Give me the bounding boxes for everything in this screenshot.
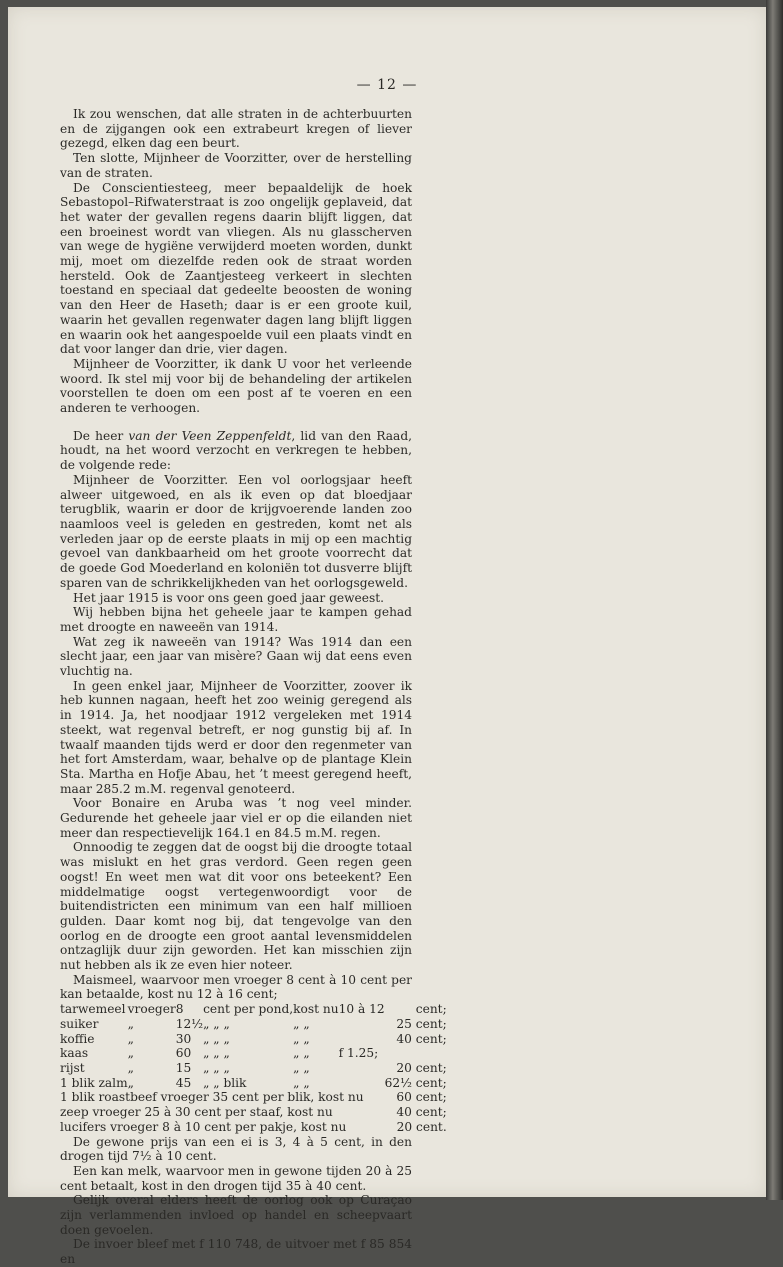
price-table [60, 1002, 447, 1134]
page-number: — 12 — [356, 77, 418, 93]
price-range: 10 à 12 [338, 1002, 385, 1017]
paragraph: Mijnheer de Voorzitter, ik dank U voor het verleende woord. Ik stel mij voor bij de behandeling der artikelen voorstellen te doen om een post af te voeren en een anderen te verhoogen. [60, 356, 412, 416]
paragraph: De gewone prijs van een ei is 3, 4 à 5 cent, in den drogen tijd 7½ à 10 cent. [60, 1134, 412, 1164]
price-unit: „ „ blik [203, 1075, 247, 1090]
price-item: kaas [60, 1046, 89, 1061]
price-value: 25 cent; [396, 1016, 447, 1031]
price-range [339, 1017, 385, 1032]
price-now: „ „ [293, 1075, 310, 1090]
document-page [8, 7, 766, 1267]
paragraph: Het jaar 1915 is voor ons geen goed jaar geweest. [73, 590, 385, 605]
paragraph: Voor Bonaire en Aruba was ’t nog veel minder. Gedurende het geheele jaar viel er op die eilanden niet meer dan respectievelijk 164.1 en 84.5 m.M. regen. [60, 796, 412, 840]
price-before: „ [127, 1046, 134, 1061]
paragraph: Wij hebben bijna het geheele jaar te kampen gehad met droogte en naweeën van 1914. [60, 605, 412, 634]
price-unit: „ „ „ [203, 1016, 230, 1031]
paragraph: Mijnheer de Voorzitter. Een vol oorlogsjaar heeft alweer uitgewoed, en als ik even op dat bloedjaar terugblik, waarin er door de krijgvoerende landen zoo naamloos veel is geleden en gestreden, komt net als verleden jaar op de eerste plaats in mij op een machtig gevoel van dankbaarheid om het groote voorrecht dat de goede God Moederland en koloniën tot dusverre blijft sparen van de schrikkelijkheden van het oorlogsgeweld. [60, 472, 412, 590]
speaker-intro [60, 429, 412, 473]
price-item: suiker [60, 1016, 99, 1031]
price-before: „ [127, 1061, 134, 1075]
price-value: 20 cent. [396, 1119, 447, 1134]
price-now: „ „ [293, 1031, 310, 1046]
price-before: „ [127, 1075, 134, 1090]
price-range [339, 1061, 385, 1076]
paragraph: Ten slotte, Mijnheer de Voorzitter, over de herstelling van de straten. [60, 151, 412, 180]
table-row [60, 1002, 447, 1017]
price-old: 15 [175, 1061, 192, 1075]
price-item: rijst [60, 1061, 85, 1075]
price-unit: „ „ „ [203, 1046, 230, 1061]
price-line-text: zeep vroeger 25 à 30 cent per staaf, kost nu [60, 1105, 333, 1120]
price-unit: cent per pond, [203, 1002, 294, 1017]
speaker-name: van der Veen Zeppenfeldt [128, 428, 292, 443]
price-old: 60 [175, 1046, 192, 1061]
price-value: cent; [415, 1002, 447, 1017]
price-value: 62½ cent; [384, 1075, 447, 1090]
price-value: 20 cent; [396, 1061, 447, 1075]
paragraph: De invoer bleef met f 110 748, de uitvoer met f 85 854 en [60, 1237, 412, 1267]
price-line-text: 1 blik roastbeef vroeger 35 cent per blik, kost nu [60, 1090, 364, 1105]
table-row [60, 1090, 447, 1105]
paragraph: Gelijk overal elders heeft de oorlog ook op Curaçao zijn verlammenden invloed op handel en scheepvaart doen gevoelen. [60, 1193, 412, 1237]
price-before: „ [127, 1016, 134, 1031]
paragraph: Een kan melk, waarvoor men in gewone tijden 20 à 25 cent betaalt, kost in den drogen tijd 35 à 40 cent. [60, 1163, 412, 1193]
price-value: 40 cent; [396, 1031, 447, 1046]
price-old: 30 [175, 1031, 192, 1046]
table-row [60, 1046, 447, 1061]
price-now: „ „ [293, 1046, 310, 1061]
speaker-suffix: , lid van den Raad, houdt, na het woord verzocht en verkregen te hebben, de volgende rede: [60, 428, 412, 473]
price-now: kost nu [293, 1002, 339, 1017]
paragraph: De Conscientiesteeg, meer bepaaldelijk de hoek Sebastopol–Rifwaterstraat is zoo ongelijk geplaveid, dat het water der gevallen regens daarin blijft liggen, dat een broeinest wordt van vliegen. Als nu glasscherven van wege de hygiëne verwijderd moeten worden, dunkt mij, moet om diezelfde reden ook de straat worden hersteld. Ook de Zaantjesteeg verkeert in slechten toestand en speciaal dat gedeelte beoosten de woning van den Heer de Haseth; daar is er een groote kuil, waarin het gevallen regenwater dagen lang blijft liggen en waarin ook het aangespoelde vuil een plaats vindt en dat voor langer dan drie, vier dagen. [60, 180, 412, 357]
price-item: 1 blik zalm [60, 1075, 128, 1090]
price-range [339, 1076, 385, 1091]
price-old: 12½ [175, 1016, 204, 1031]
paragraph: Maismeel, waarvoor men vroeger 8 cent à 10 cent per kan betaalde, kost nu 12 à 16 cent; [60, 972, 412, 1002]
price-now: „ „ [293, 1016, 310, 1031]
price-unit: „ „ „ [203, 1061, 230, 1075]
price-item: koffie [60, 1031, 95, 1046]
price-line-text: lucifers vroeger 8 à 10 cent per pakje, kost nu [60, 1119, 347, 1134]
table-row [60, 1120, 447, 1135]
speaker-prefix: De heer [73, 428, 129, 443]
price-unit: „ „ „ [203, 1031, 230, 1046]
price-item: tarwemeel [60, 1002, 126, 1017]
paragraph: Ik zou wenschen, dat alle straten in de achterbuurten en de zijgangen ook een extrabeurt kregen of liever gezegd, elken dag een beurt. [60, 107, 412, 151]
price-value: 60 cent; [396, 1090, 447, 1105]
price-range: f 1.25; [338, 1046, 379, 1061]
table-row [60, 1032, 447, 1047]
table-row [60, 1017, 447, 1032]
price-range [339, 1032, 385, 1047]
price-value: 40 cent; [396, 1105, 447, 1120]
price-old: 8 [175, 1002, 184, 1017]
table-row [60, 1076, 447, 1091]
price-before: vroeger [127, 1002, 176, 1017]
price-now: „ „ [293, 1061, 310, 1075]
price-before: „ [127, 1031, 134, 1046]
book-edge [766, 0, 783, 1200]
paragraph: Wat zeg ik naweeën van 1914? Was 1914 dan een slecht jaar, een jaar van misère? Gaan wij dat eens even vluchtig na. [60, 634, 412, 679]
table-row [60, 1061, 447, 1076]
body-text [60, 107, 447, 1267]
price-value [385, 1046, 447, 1061]
table-row [60, 1105, 447, 1120]
paragraph: In geen enkel jaar, Mijnheer de Voorzitter, zoover ik heb kunnen nagaan, heeft het zoo weinig geregend als in 1914. Ja, het noodjaar 1912 vergeleken met 1914 steekt, wat regenval betreft, er nog gunstig bij af. In twaalf maanden tijds werd er door den regenmeter van het fort Amsterdam, waar, behalve op de plantage Klein Sta. Martha en Hofje Abau, het ’t meest geregend heeft, maar 285.2 m.M. regenval genoteerd. [60, 678, 412, 796]
price-old: 45 [175, 1075, 192, 1090]
paragraph: Onnoodig te zeggen dat de oogst bij die droogte totaal was mislukt en het gras verdord. Geen regen geen oogst! En weet men wat dit voor ons beteekent? Een middelmatige oogst vertegenwoordigt voor de buitendistricten een minimum van een half millioen gulden. Daar komt nog bij, dat tengevolge van den oorlog en de droogte een groot aantal levensmiddelen ontzaglijk duur zijn geworden. Het kan misschien zijn nut hebben als ik ze even hier noteer. [60, 840, 412, 973]
